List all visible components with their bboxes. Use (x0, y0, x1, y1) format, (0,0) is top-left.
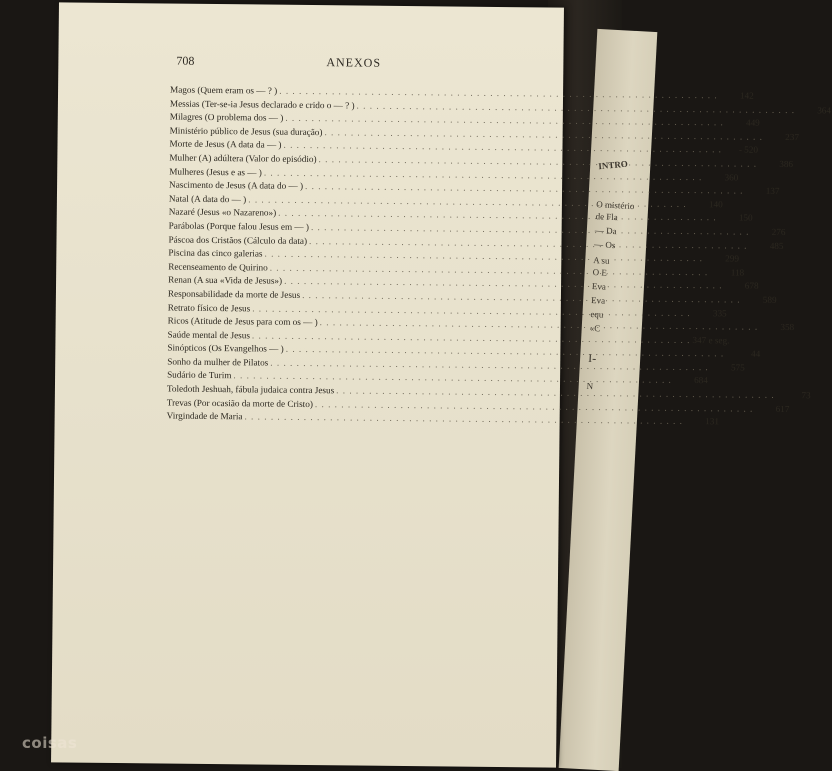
entry-page-number: 73 (801, 390, 811, 401)
entry-page-number: 142 (739, 90, 754, 101)
entry-page-number: 118 (730, 267, 745, 278)
watermark: coisas (22, 734, 78, 752)
entry-label: Sudário de Turim (167, 369, 232, 381)
entry-page-number: 237 (785, 131, 800, 142)
entry-page-number: 140 (708, 198, 723, 210)
facing-page-fragment: de Fla (595, 211, 619, 223)
entry-page-number: 364 (817, 104, 832, 116)
entry-page-number: 358 (780, 322, 795, 333)
entry-label: Nazaré (Jesus «o Nazareno») (168, 206, 277, 219)
entry-label: Nascimento de Jesus (A data do — ) (169, 179, 304, 192)
entry-label: Toledoth Jeshuah, fábula judaica contra Jesus (166, 383, 335, 396)
entry-page-number: 485 (769, 240, 784, 251)
entry-label: Mulher (A) adúltera (Valor do episódio) (169, 152, 317, 165)
facing-page-fragment: INTRO (597, 158, 629, 172)
facing-page-fragment: Eva (591, 281, 607, 292)
entry-label: Saúde mental de Jesus (167, 329, 250, 341)
entry-page-number: 386 (779, 158, 794, 170)
entry-label: Virgindade de Maria (166, 410, 243, 422)
facing-page-fragment: O E (592, 267, 608, 278)
entry-page-number: 678 (744, 280, 759, 292)
facing-page-fragment: I- (587, 350, 597, 366)
index-entry (166, 410, 720, 428)
facing-page-fragment: A su (593, 255, 610, 266)
page-number: 708 (176, 53, 195, 68)
facing-page-fragment: O mistério (595, 199, 635, 212)
facing-page-fragment: — Da (594, 225, 617, 237)
facing-page-fragment: N (586, 380, 594, 392)
entry-label: Parábolas (Porque falou Jesus em — ) (168, 220, 310, 232)
entry-page-number: 684 (694, 375, 708, 386)
facing-page-fragment: equ (590, 308, 604, 320)
entry-label: Piscina das cinco galerias (168, 247, 263, 259)
entry-label: Natal (A data do — ) (168, 193, 247, 205)
entry-label: Páscoa dos Cristãos (Cálculo da data) (168, 234, 308, 246)
entry-page-number: 131 (705, 416, 720, 427)
entry-label: Milagres (O problema dos — ) (169, 111, 284, 123)
entry-label: Mulheres (Jesus e as — ) (169, 166, 262, 178)
entry-label: Magos (Quem eram os — ? ) (170, 84, 278, 96)
facing-page-fragment: — Os (593, 239, 616, 251)
page-header (176, 54, 436, 77)
entry-label: Sonho da mulher de Pilatos (167, 356, 269, 368)
entry-label: Sinópticos (Os Evangelhos — ) (167, 342, 284, 355)
entry-page-number: 137 (765, 185, 780, 197)
entry-page-number: 449 (745, 117, 760, 128)
entry-page-number: - 520 (738, 144, 759, 156)
entry-page-number: 299 (725, 253, 740, 264)
entry-label: Responsabilidade da morte de Jesus (167, 288, 301, 300)
page-title: ANEXOS (326, 55, 382, 70)
entry-page-number: 347 e seg. (692, 334, 730, 346)
entry-label: Ricos (Atitude de Jesus para com os — ) (167, 315, 318, 328)
entry-page-number: 44 (750, 348, 761, 360)
entry-label: Morte de Jesus (A data da — ) (169, 138, 282, 151)
entry-page-number: 589 (762, 294, 777, 305)
entry-label: Recenseamento de Quirino (168, 261, 268, 273)
entry-label: Retrato físico de Jesus (167, 302, 251, 313)
facing-page-fragment: Eva (590, 294, 606, 306)
entry-label: Ministério público de Jesus (sua duração) (169, 125, 323, 137)
entry-page-number: 276 (771, 226, 786, 237)
entry-page-number: 617 (775, 403, 790, 414)
entry-page-number: 335 (712, 307, 727, 318)
entry-label: Renan (A sua «Vida de Jesus») (168, 274, 283, 287)
entry-page-number: 150 (738, 212, 753, 223)
entry-page-number: 575 (730, 362, 745, 373)
entry-page-number: 360 (724, 171, 739, 183)
entry-label: Messias (Ter-se-ia Jesus declarado e crido o — ? ) (169, 98, 355, 111)
facing-page-fragment: «C (589, 322, 601, 334)
entry-label: Trevas (Por ocasião da morte de Cristo) (166, 397, 313, 409)
